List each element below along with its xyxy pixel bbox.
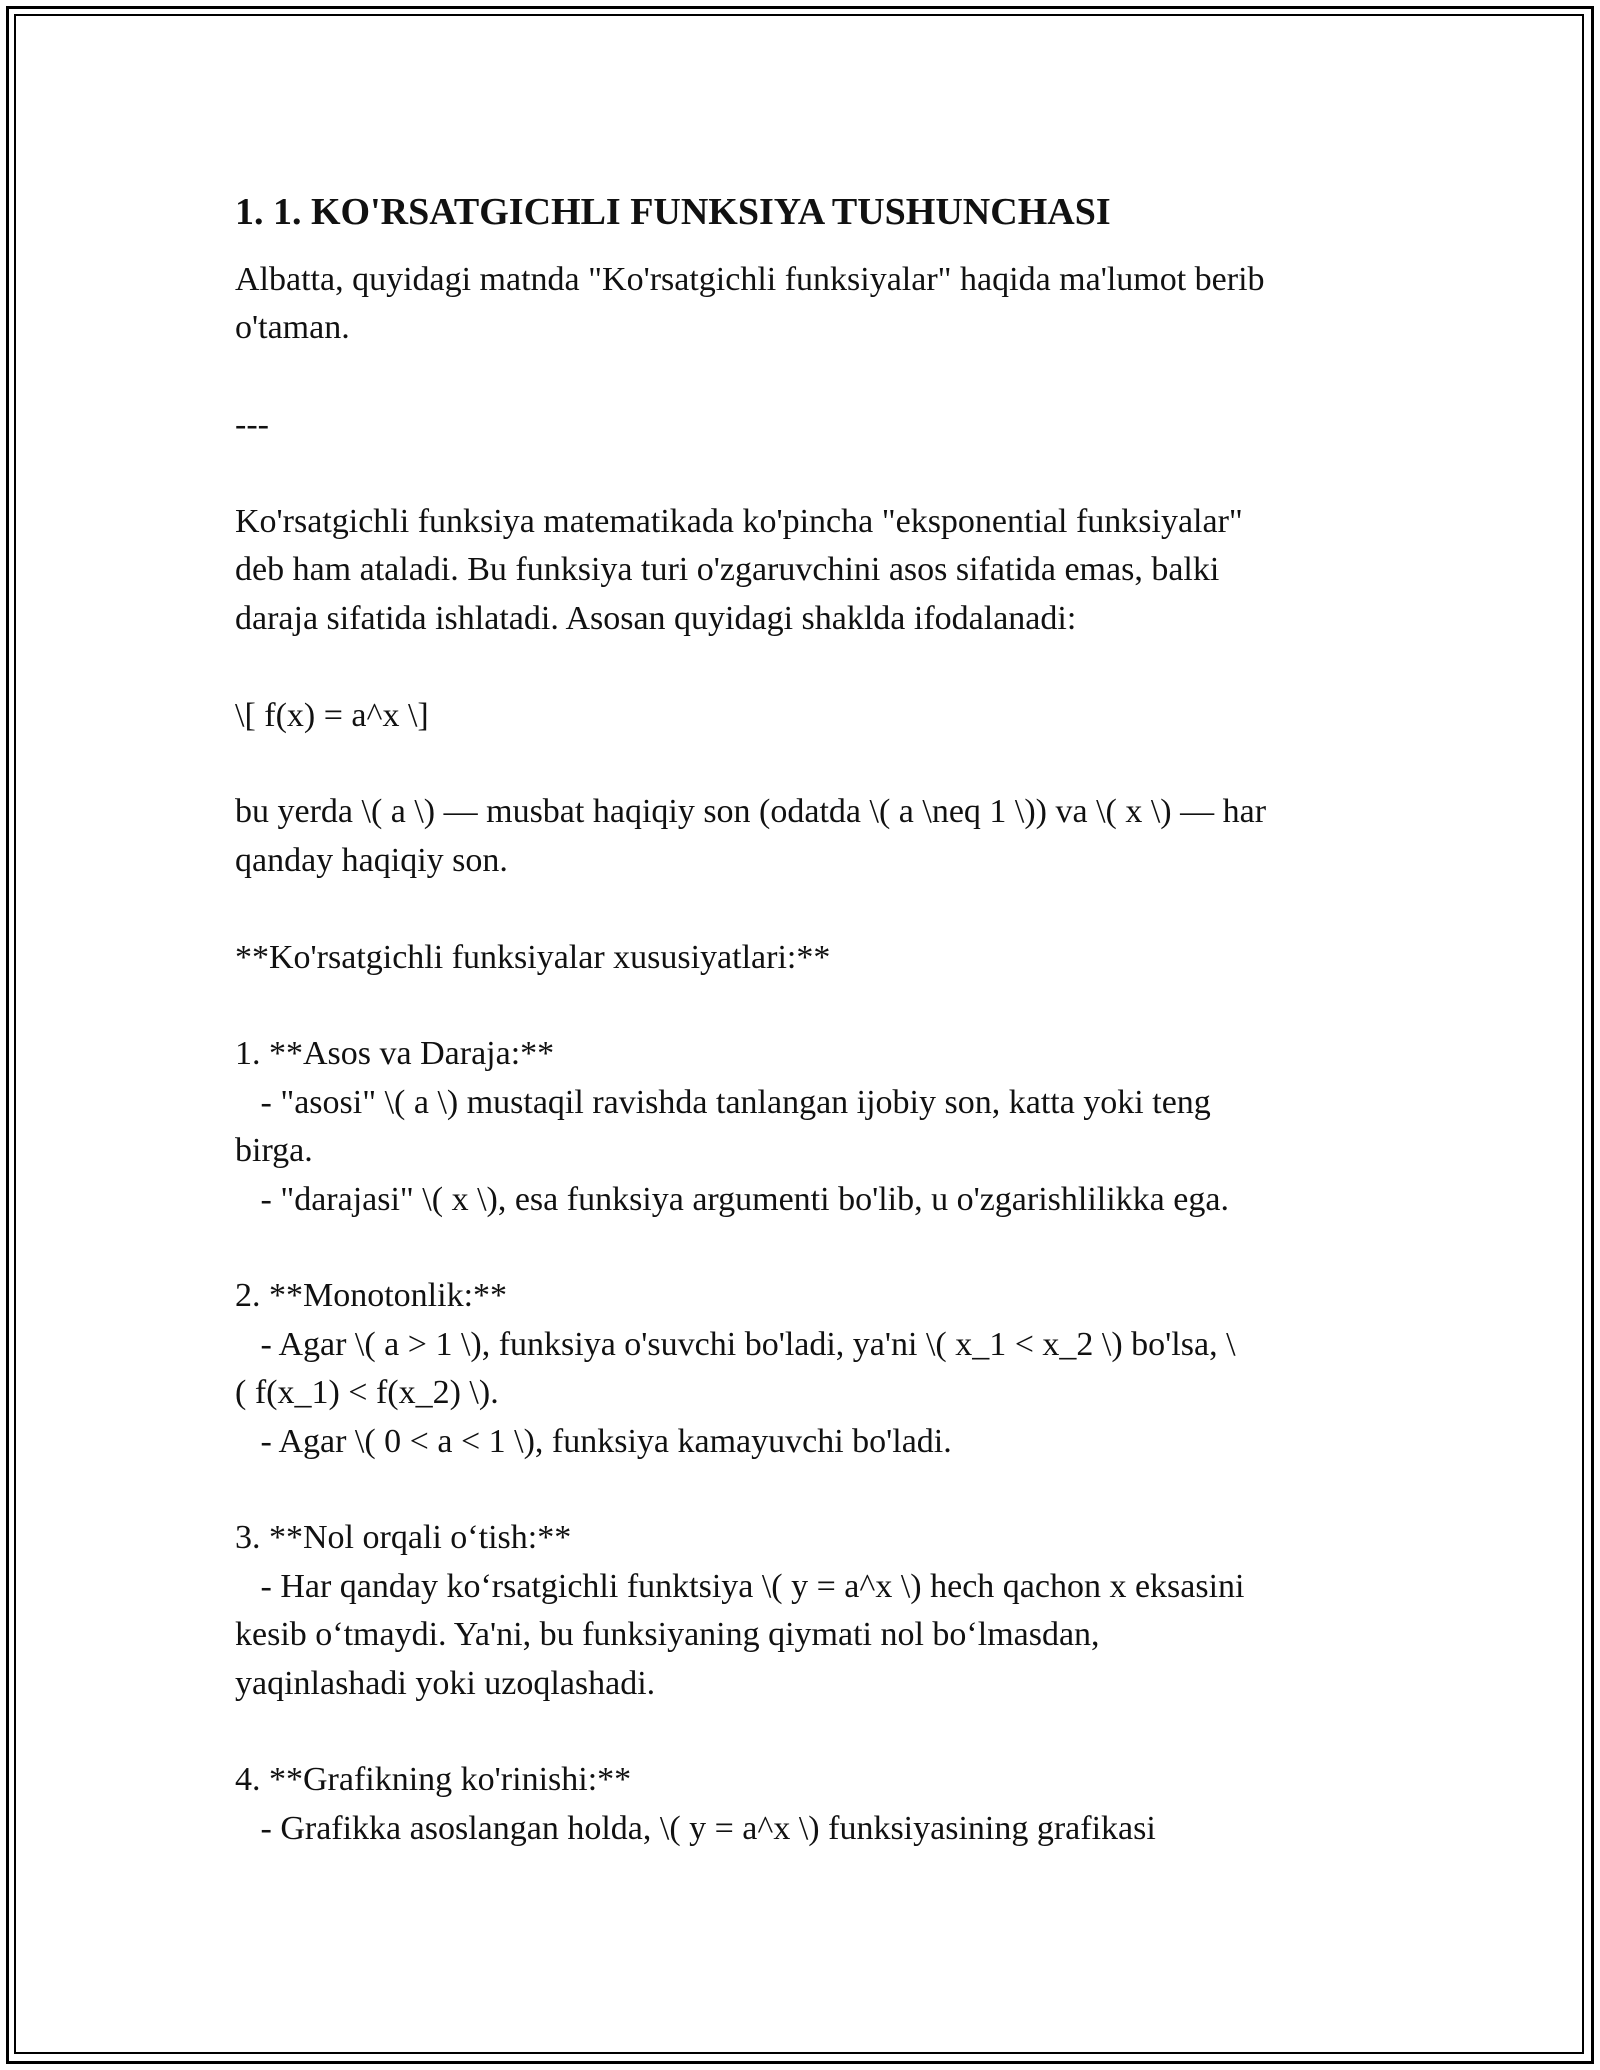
text-line: yaqinlashadi yoki uzoqlashadi. xyxy=(235,1664,656,1702)
text-line: birga. xyxy=(235,1132,313,1170)
text-line: 4. **Grafikning ko'rinishi:** xyxy=(235,1761,632,1799)
text-line: 1. **Asos va Daraja:** xyxy=(235,1035,555,1073)
text-line: --- xyxy=(235,406,269,444)
text-line: bu yerda \( a \) — musbat haqiqiy son (odatda \( a \neq 1 \)) va \( x \) — har xyxy=(235,793,1267,831)
document-body xyxy=(235,188,1365,1853)
blank-line xyxy=(235,450,1365,498)
text-line: 3. **Nol orqali o‘tish:** xyxy=(235,1519,572,1557)
text-line: kesib o‘tmaydi. Ya'ni, bu funksiyaning qiymati nol bo‘lmasdan, xyxy=(235,1616,1100,1654)
text-line: deb ham ataladi. Bu funksiya turi o'zgaruvchini asos sifatida emas, balki xyxy=(235,551,1220,589)
text-line: ( f(x_1) < f(x_2) \). xyxy=(235,1374,499,1412)
text-line: o'taman. xyxy=(235,309,350,347)
text-line: 2. **Monotonlik:** xyxy=(235,1277,508,1315)
text-line: - Agar \( 0 < a < 1 \), funksiya kamayuvchi bo'ladi. xyxy=(235,1422,952,1460)
text-line: Ko'rsatgichli funksiya matematikada ko'pincha "eksponential funksiyalar" xyxy=(235,503,1243,540)
blank-line xyxy=(235,740,1365,788)
document-title: 1. 1. KO'RSATGICHLI FUNKSIYA TUSHUNCHASI xyxy=(235,191,1111,233)
text-line: - Grafikka asoslangan holda, \( y = a^x \) funksiyasining grafikasi xyxy=(235,1809,1156,1847)
text-line: - Har qanday ko‘rsatgichli funktsiya \( y = a^x \) hech qachon x eksasini xyxy=(235,1567,1245,1605)
blank-line xyxy=(235,643,1365,691)
blank-line xyxy=(235,982,1365,1030)
text-line: qanday haqiqiy son. xyxy=(235,841,508,879)
text-line: daraja sifatida ishlatadi. Asosan quyidagi shaklda ifodalanadi: xyxy=(235,599,1077,637)
text-line: **Ko'rsatgichli funksiyalar xususiyatlari:** xyxy=(235,938,831,976)
document-text xyxy=(235,256,1365,1853)
blank-line xyxy=(235,353,1365,401)
blank-line xyxy=(235,885,1365,933)
text-line: \[ f(x) = a^x \] xyxy=(235,696,429,734)
blank-line xyxy=(235,1224,1365,1272)
blank-line xyxy=(235,1708,1365,1756)
text-line: Albatta, quyidagi matnda "Ko'rsatgichli funksiyalar" haqida ma'lumot berib xyxy=(235,261,1265,298)
text-line: - Agar \( a > 1 \), funksiya o'suvchi bo'ladi, ya'ni \( x_1 < x_2 \) bo'lsa, \ xyxy=(235,1325,1236,1363)
blank-line xyxy=(235,1466,1365,1514)
text-line: - "asosi" \( a \) mustaqil ravishda tanlangan ijobiy son, katta yoki teng xyxy=(235,1083,1211,1121)
text-line: - "darajasi" \( x \), esa funksiya argumenti bo'lib, u o'zgarishlilikka ega. xyxy=(235,1180,1229,1218)
